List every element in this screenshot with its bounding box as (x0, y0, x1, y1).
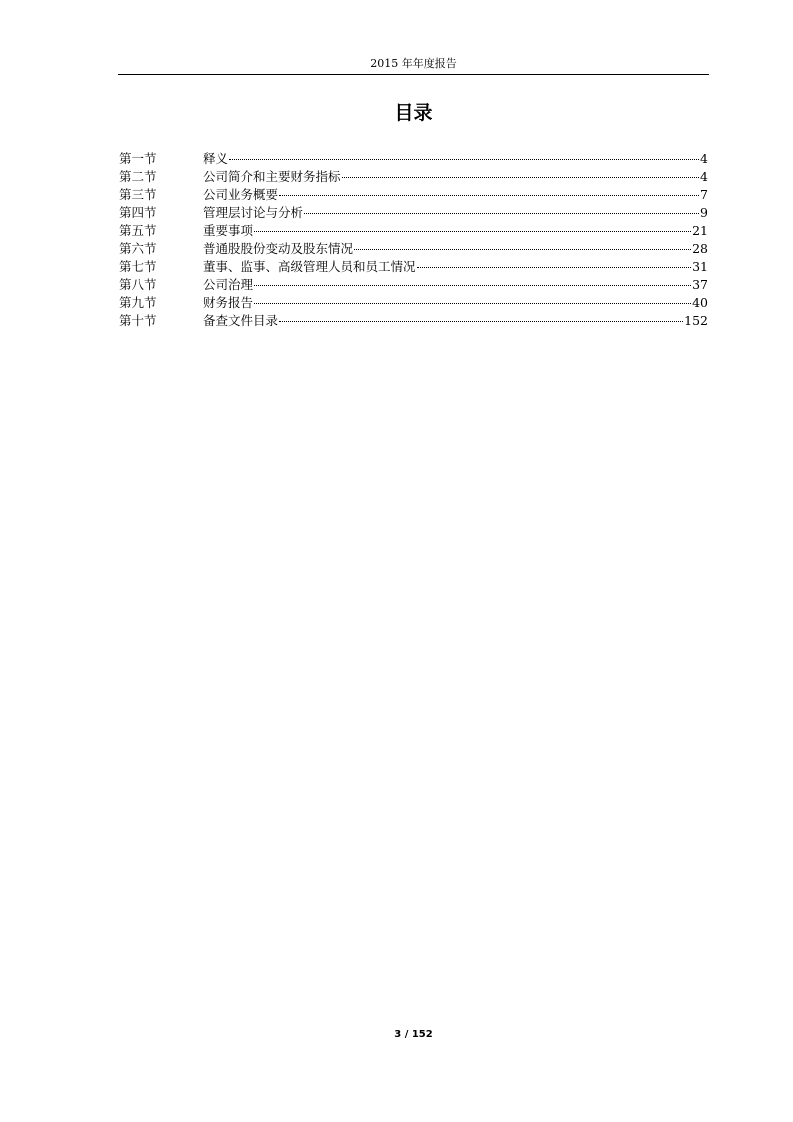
header-rule (118, 74, 709, 75)
toc-page-number: 28 (692, 241, 708, 256)
toc-entry[interactable] (119, 186, 708, 204)
toc-chapter: 第九节 (119, 295, 157, 310)
toc-chapter: 第十节 (119, 313, 157, 328)
page-number: 3 / 152 (394, 1029, 433, 1040)
toc-chapter: 第八节 (119, 277, 157, 292)
toc-page-number: 4 (700, 169, 708, 184)
toc-chapter: 第三节 (119, 187, 157, 202)
dot-leader (254, 303, 691, 304)
toc-chapter: 第一节 (119, 151, 157, 166)
dot-leader (254, 285, 691, 286)
toc-chapter: 第六节 (119, 241, 157, 256)
toc-section-title: 公司简介和主要财务指标 (203, 169, 341, 184)
toc-page-number: 152 (684, 313, 708, 328)
toc-entry[interactable] (119, 294, 708, 312)
toc-section-title: 董事、监事、高级管理人员和员工情况 (203, 259, 416, 274)
toc-chapter: 第二节 (119, 169, 157, 184)
toc-page-number: 4 (700, 151, 708, 166)
toc-page-number: 31 (692, 259, 708, 274)
dot-leader (417, 267, 692, 268)
toc-section-title: 管理层讨论与分析 (203, 205, 304, 220)
toc-section-title: 公司业务概要 (203, 187, 279, 202)
dot-leader (229, 159, 699, 160)
toc-entry[interactable] (119, 258, 708, 276)
toc-entry[interactable] (119, 222, 708, 240)
toc-entry[interactable] (119, 276, 708, 294)
dot-leader (279, 321, 683, 322)
toc-section-title: 财务报告 (203, 295, 254, 310)
running-header: 2015 年年度报告 (370, 57, 457, 70)
toc-entry[interactable] (119, 150, 708, 168)
toc-page-number: 21 (692, 223, 708, 238)
toc-section-title: 重要事项 (203, 223, 254, 238)
toc-chapter: 第四节 (119, 205, 157, 220)
dot-leader (279, 195, 699, 196)
toc-page-number: 9 (700, 205, 708, 220)
toc-list (119, 150, 708, 330)
dot-leader (342, 177, 700, 178)
dot-leader (304, 213, 699, 214)
toc-page-number: 7 (700, 187, 708, 202)
toc-page-number: 40 (692, 295, 708, 310)
dot-leader (254, 231, 691, 232)
toc-page-number: 37 (692, 277, 708, 292)
toc-section-title: 释义 (203, 151, 229, 166)
toc-entry[interactable] (119, 204, 708, 222)
toc-section-title: 备查文件目录 (203, 313, 279, 328)
toc-section-title: 普通股股份变动及股东情况 (203, 241, 354, 256)
toc-chapter: 第五节 (119, 223, 157, 238)
toc-chapter: 第七节 (119, 259, 157, 274)
toc-entry[interactable] (119, 312, 708, 330)
toc-section-title: 公司治理 (203, 277, 254, 292)
toc-entry[interactable] (119, 240, 708, 258)
toc-entry[interactable] (119, 168, 708, 186)
toc-title: 目录 (394, 102, 433, 124)
dot-leader (354, 249, 691, 250)
